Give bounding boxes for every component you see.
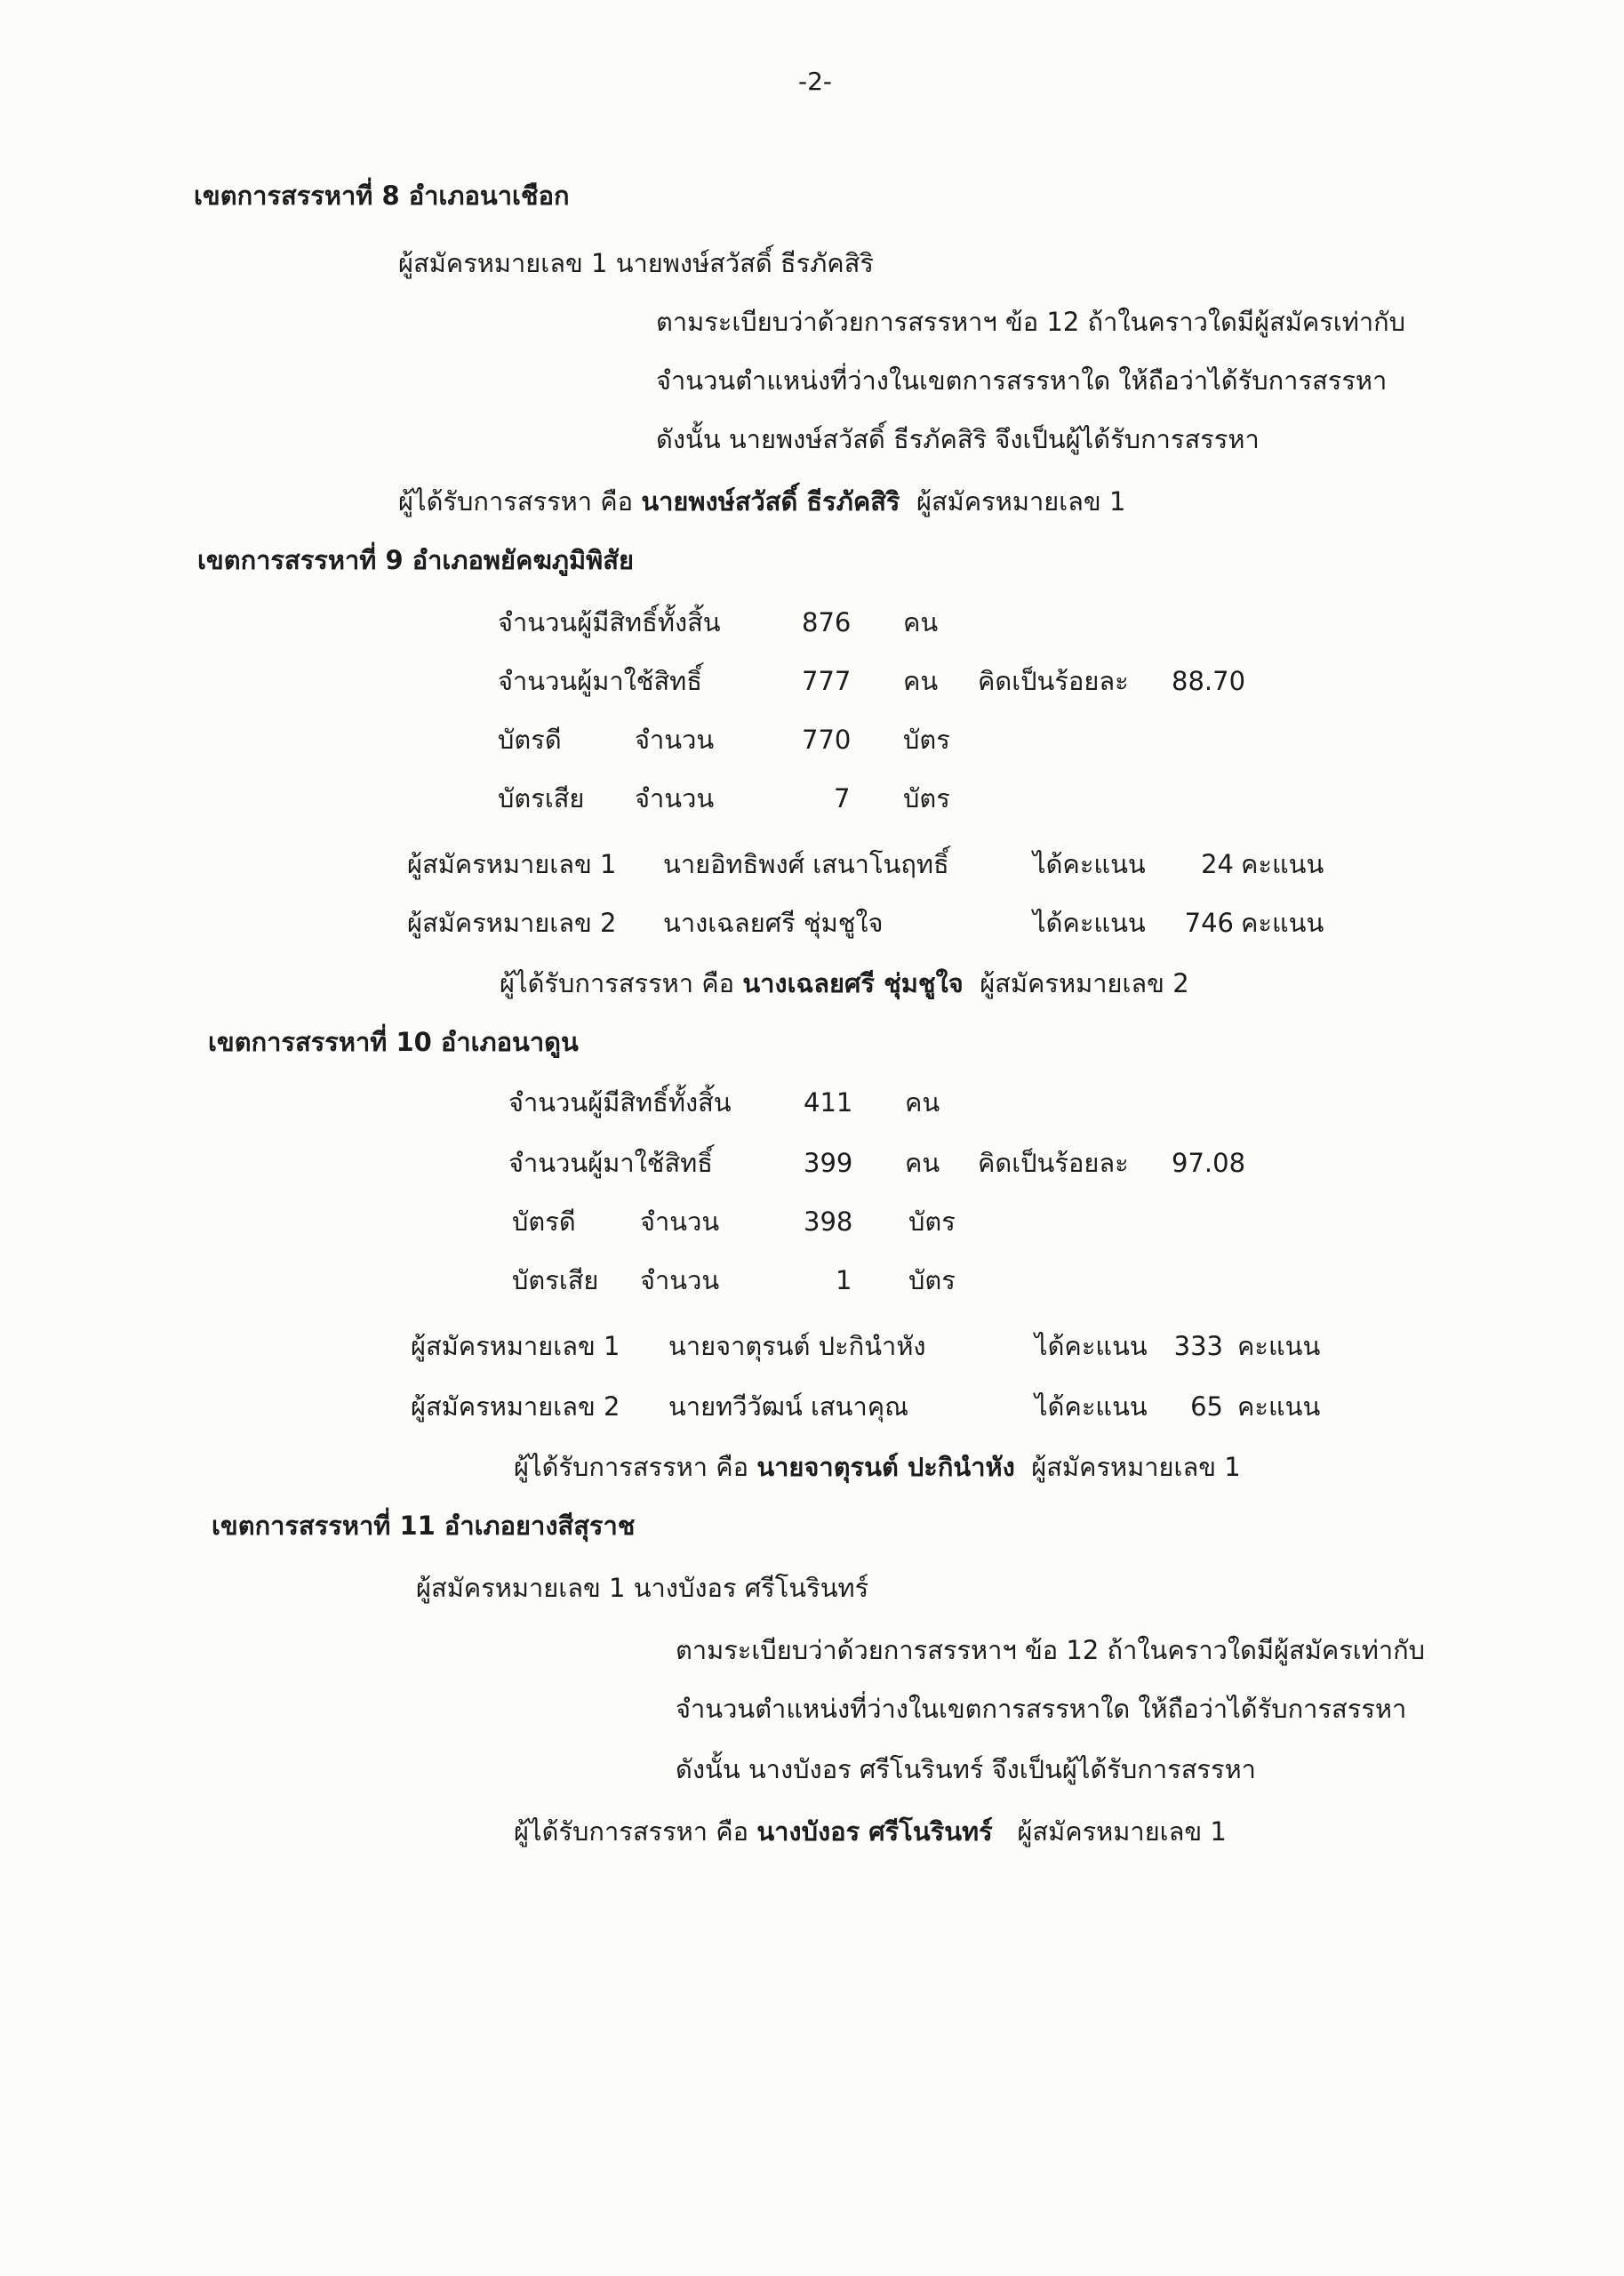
winner-prefix: ผู้ได้รับการสรรหา คือ xyxy=(514,1816,749,1847)
winner-name: นายจาตุรนต์ ปะกินำหัง xyxy=(756,1452,1015,1482)
district-9-c1-score: 24 xyxy=(1201,849,1234,879)
district-10-c1-score: 333 xyxy=(1173,1331,1223,1361)
district-10-c1-score-unit: คะแนน xyxy=(1237,1331,1321,1361)
district-9-good-value: 770 xyxy=(802,725,852,755)
district-10-good-value: 398 xyxy=(804,1206,853,1237)
district-9-c2-score-label: ได้คะแนน xyxy=(1033,908,1146,938)
district-10-good-label: บัตรดี xyxy=(512,1206,576,1237)
district-10-percent-label: คิดเป็นร้อยละ xyxy=(978,1148,1129,1178)
district-10-c1-label: ผู้สมัครหมายเลข 1 xyxy=(411,1331,620,1361)
district-10-winner xyxy=(514,1449,1241,1485)
page-number: -2- xyxy=(798,67,833,96)
winner-prefix: ผู้ได้รับการสรรหา คือ xyxy=(514,1452,749,1482)
district-10-bad-count-label: จำนวน xyxy=(640,1265,720,1295)
winner-name: นางเฉลยศรี ชุ่มชูใจ xyxy=(742,968,964,998)
district-9-good-label: บัตรดี xyxy=(498,725,562,755)
district-10-c1-score-label: ได้คะแนน xyxy=(1035,1331,1148,1361)
district-10-c2-label: ผู้สมัครหมายเลข 2 xyxy=(411,1391,620,1422)
district-11-candidate: ผู้สมัครหมายเลข 1 นางบังอร ศรีโนรินทร์ xyxy=(416,1573,869,1603)
district-10-bad-value: 1 xyxy=(836,1265,852,1295)
district-9-c2-score-unit: คะแนน xyxy=(1241,908,1324,938)
winner-suffix: ผู้สมัครหมายเลข 1 xyxy=(1031,1452,1241,1482)
district-9-c1-name: นายอิทธิพงศ์ เสนาโนฤทธิ์ xyxy=(663,849,949,879)
winner-suffix: ผู้สมัครหมายเลข 1 xyxy=(1017,1816,1227,1847)
district-10-voters-unit: คน xyxy=(905,1148,940,1178)
district-9-percent-value: 88.70 xyxy=(1172,666,1246,696)
winner-name: นายพงษ์สวัสดิ์ ธีรภัคสิริ xyxy=(641,486,900,517)
district-11-rule-line-2: จำนวนตำแหน่งที่ว่างในเขตการสรรหาใด ให้ถือว่าได้รับการสรรหา xyxy=(676,1694,1407,1724)
district-9-c2-label: ผู้สมัครหมายเลข 2 xyxy=(407,908,617,938)
district-9-voters-value: 777 xyxy=(802,666,852,696)
district-10-voters-label: จำนวนผู้มาใช้สิทธิ์ xyxy=(508,1148,713,1178)
district-9-voters-unit: คน xyxy=(903,666,939,696)
district-10-c2-name: นายทวีวัฒน์ เสนาคุณ xyxy=(668,1391,909,1422)
district-9-bad-unit: บัตร xyxy=(903,783,950,813)
district-10-good-count-label: จำนวน xyxy=(640,1206,720,1237)
district-9-c2-name: นางเฉลยศรี ชุ่มชูใจ xyxy=(663,908,884,938)
district-11-winner xyxy=(514,1814,1227,1849)
district-11-heading: เขตการสรรหาที่ 11 อำเภอยางสีสุราช xyxy=(212,1511,636,1541)
district-10-c2-score: 65 xyxy=(1190,1391,1223,1422)
district-10-good-unit: บัตร xyxy=(908,1206,956,1237)
district-11-rule-line-3: ดังนั้น นางบังอร ศรีโนรินทร์ จึงเป็นผู้ได้รับการสรรหา xyxy=(676,1754,1256,1784)
district-10-voters-value: 399 xyxy=(804,1148,853,1178)
district-9-c1-score-unit: คะแนน xyxy=(1241,849,1324,879)
district-9-c1-score-label: ได้คะแนน xyxy=(1033,849,1146,879)
winner-name: นางบังอร ศรีโนรินทร์ xyxy=(756,1816,993,1847)
district-10-eligible-unit: คน xyxy=(905,1087,940,1118)
district-9-c1-label: ผู้สมัครหมายเลข 1 xyxy=(407,849,617,879)
district-9-good-count-label: จำนวน xyxy=(635,725,715,755)
district-10-eligible-value: 411 xyxy=(804,1087,853,1118)
district-10-percent-value: 97.08 xyxy=(1172,1148,1246,1178)
district-8-heading: เขตการสรรหาที่ 8 อำเภอนาเชือก xyxy=(194,180,570,211)
district-10-c1-name: นายจาตุรนต์ ปะกินำหัง xyxy=(668,1331,926,1361)
district-9-good-unit: บัตร xyxy=(903,725,950,755)
district-10-c2-score-unit: คะแนน xyxy=(1237,1391,1321,1422)
winner-suffix: ผู้สมัครหมายเลข 2 xyxy=(980,968,1189,998)
district-10-bad-unit: บัตร xyxy=(908,1265,956,1295)
district-9-eligible-unit: คน xyxy=(903,607,939,637)
district-10-bad-label: บัตรเสีย xyxy=(512,1265,599,1295)
district-9-eligible-label: จำนวนผู้มีสิทธิ์ทั้งสิ้น xyxy=(498,607,721,637)
district-9-eligible-value: 876 xyxy=(802,607,852,637)
district-9-bad-label: บัตรเสีย xyxy=(498,783,585,813)
district-9-voters-label: จำนวนผู้มาใช้สิทธิ์ xyxy=(498,666,702,696)
district-9-bad-value: 7 xyxy=(834,783,851,813)
district-9-heading: เขตการสรรหาที่ 9 อำเภอพยัคฆภูมิพิสัย xyxy=(197,545,634,575)
district-9-winner xyxy=(500,966,1189,1001)
district-8-rule-line-2: จำนวนตำแหน่งที่ว่างในเขตการสรรหาใด ให้ถือว่าได้รับการสรรหา xyxy=(656,365,1388,396)
district-9-c2-score: 746 xyxy=(1184,908,1234,938)
district-11-rule-line-1: ตามระเบียบว่าด้วยการสรรหาฯ ข้อ 12 ถ้าในคราวใดมีผู้สมัครเท่ากับ xyxy=(676,1635,1426,1665)
district-10-heading: เขตการสรรหาที่ 10 อำเภอนาดูน xyxy=(208,1027,579,1057)
winner-prefix: ผู้ได้รับการสรรหา คือ xyxy=(398,486,634,517)
district-10-c2-score-label: ได้คะแนน xyxy=(1035,1391,1148,1422)
district-8-rule-line-1: ตามระเบียบว่าด้วยการสรรหาฯ ข้อ 12 ถ้าในคราวใดมีผู้สมัครเท่ากับ xyxy=(656,307,1406,337)
district-10-eligible-label: จำนวนผู้มีสิทธิ์ทั้งสิ้น xyxy=(508,1087,732,1118)
winner-prefix: ผู้ได้รับการสรรหา คือ xyxy=(500,968,735,998)
district-9-percent-label: คิดเป็นร้อยละ xyxy=(978,666,1129,696)
winner-suffix: ผู้สมัครหมายเลข 1 xyxy=(916,486,1126,517)
district-8-winner xyxy=(398,484,1125,519)
district-8-candidate: ผู้สมัครหมายเลข 1 นายพงษ์สวัสดิ์ ธีรภัคสิริ xyxy=(398,248,874,278)
district-8-rule-line-3: ดังนั้น นายพงษ์สวัสดิ์ ธีรภัคสิริ จึงเป็นผู้ได้รับการสรรหา xyxy=(656,424,1260,454)
district-9-bad-count-label: จำนวน xyxy=(635,783,715,813)
